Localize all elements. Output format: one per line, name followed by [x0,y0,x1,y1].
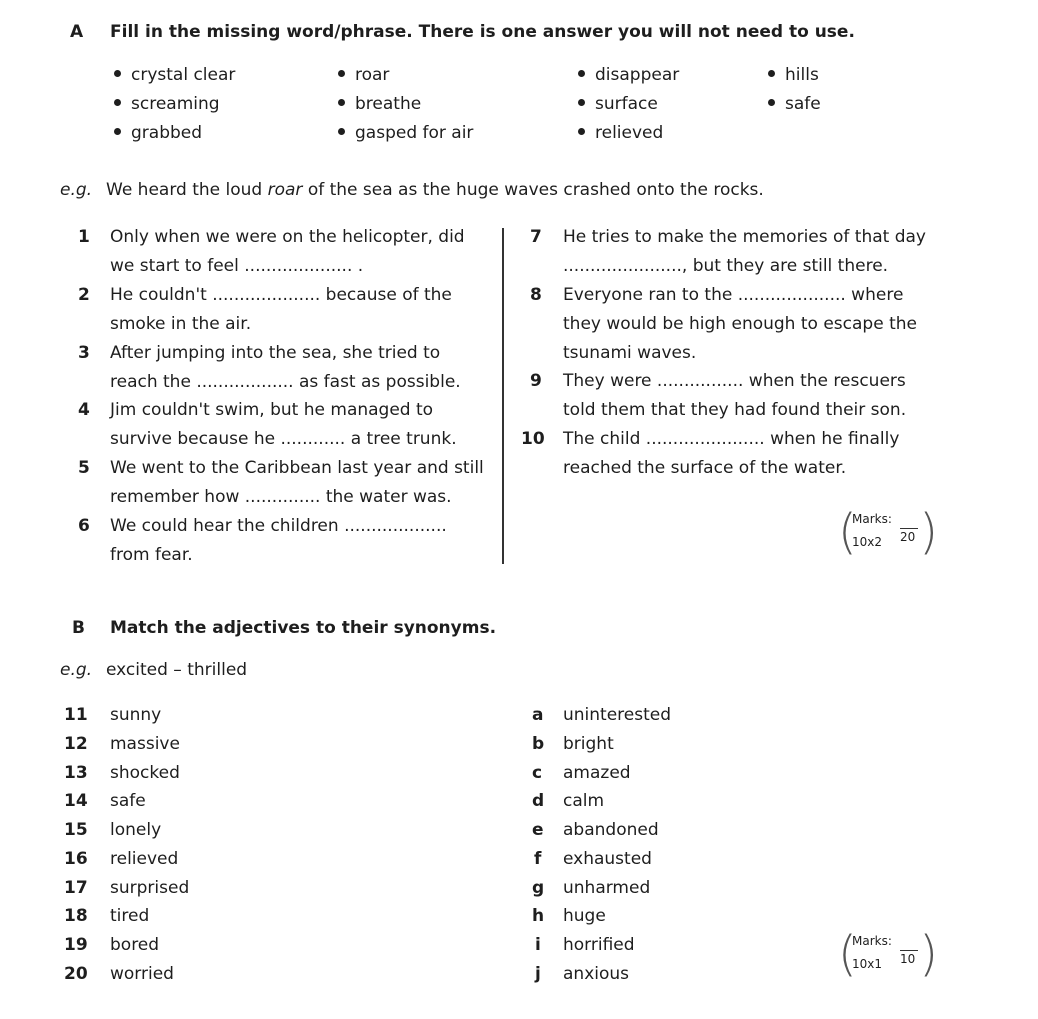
question-number: 4 [78,400,90,420]
marks-fraction-line [900,528,918,529]
synonym-letter: c [532,763,543,783]
synonym-letter: e [532,820,544,840]
adjective-word: worried [110,964,174,984]
synonym-word: bright [563,734,614,754]
paren-right: ) [919,504,938,560]
adjective-word: surprised [110,878,190,898]
synonym-letter: a [532,705,544,725]
adjective-word: relieved [110,849,179,869]
bullet-icon [338,99,345,106]
question-number: 3 [78,343,90,363]
adjective-word: tired [110,906,150,926]
word-bank-item: screaming [114,94,220,114]
section-a-letter: A [70,22,84,42]
question-number: 2 [78,285,90,305]
adjective-word: lonely [110,820,162,840]
adjective-word: sunny [110,705,162,725]
word-bank-item: disappear [578,65,679,85]
question-text: tsunami waves. [563,343,697,363]
bullet-icon [578,70,585,77]
synonym-word: huge [563,906,606,926]
question-number: 10 [521,429,545,449]
synonym-word: amazed [563,763,631,783]
question-text: We went to the Caribbean last year and still [110,458,484,478]
section-a-instruction: Fill in the missing word/phrase. There is one answer you will not need to use. [110,22,855,42]
adjective-number: 13 [64,763,88,783]
word-bank-item: surface [578,94,658,114]
word-bank-item: grabbed [114,123,202,143]
question-text: We could hear the children ................... [110,516,447,536]
marks-label: Marks: [852,512,892,526]
question-text: smoke in the air. [110,314,252,334]
adjective-word: shocked [110,763,180,783]
adjective-number: 11 [64,705,88,725]
question-text: Jim couldn't swim, but he managed to [110,400,434,420]
adjective-number: 18 [64,906,88,926]
marks-total: 20 [900,530,916,544]
question-text: Everyone ran to the .................... where [563,285,904,305]
section-b-instruction: Match the adjectives to their synonyms. [110,618,497,638]
question-number: 1 [78,227,90,247]
adjective-word: massive [110,734,180,754]
marks-multiplier: 10x2 [852,535,883,549]
synonym-word: calm [563,791,605,811]
word-bank-item: safe [768,94,821,114]
adjective-number: 17 [64,878,88,898]
adjective-number: 20 [64,964,88,984]
synonym-letter: d [532,791,545,811]
bullet-icon [768,70,775,77]
question-text: survive because he ............ a tree trunk. [110,429,457,449]
synonym-letter: i [535,935,541,955]
example-a: e.g. We heard the loud roar of the sea as the huge waves crashed onto the rocks. [60,180,764,200]
adjective-number: 16 [64,849,88,869]
bullet-icon [114,128,121,135]
question-number: 9 [530,371,542,391]
question-text: He couldn't .................... because of the [110,285,452,305]
word-bank-item: crystal clear [114,65,235,85]
marks-total: 10 [900,952,916,966]
question-text: reached the surface of the water. [563,458,847,478]
marks-multiplier: 10x1 [852,957,883,971]
synonym-letter: b [532,734,545,754]
marks-label: Marks: [852,934,892,948]
bullet-icon [578,128,585,135]
word-bank-item: breathe [338,94,421,114]
marks-box-b [838,926,938,982]
word-bank-item: gasped for air [338,123,473,143]
question-text: ......................, but they are still there. [563,256,889,276]
question-text: After jumping into the sea, she tried to [110,343,441,363]
question-number: 7 [530,227,542,247]
question-text: Only when we were on the helicopter, did [110,227,465,247]
question-number: 6 [78,516,90,536]
adjective-word: safe [110,791,146,811]
section-b-letter: B [72,618,85,638]
synonym-word: uninterested [563,705,672,725]
synonym-word: horrified [563,935,635,955]
synonym-letter: h [532,906,545,926]
question-number: 8 [530,285,542,305]
adjective-number: 12 [64,734,88,754]
word-bank-item: roar [338,65,389,85]
synonym-letter: f [534,849,542,869]
word-bank-item: hills [768,65,819,85]
example-b: e.g. excited – thrilled [60,660,248,680]
paren-left: ( [838,926,857,982]
question-text: from fear. [110,545,193,565]
adjective-number: 14 [64,791,88,811]
adjective-number: 15 [64,820,88,840]
bullet-icon [338,70,345,77]
synonym-letter: g [532,878,545,898]
paren-left: ( [838,504,857,560]
synonym-word: exhausted [563,849,652,869]
bullet-icon [768,99,775,106]
column-divider [502,228,504,564]
bullet-icon [338,128,345,135]
synonym-word: unharmed [563,878,651,898]
question-text: we start to feel .................... . [110,256,364,276]
question-text: reach the .................. as fast as possible. [110,372,461,392]
question-text: told them that they had found their son. [563,400,907,420]
synonym-word: abandoned [563,820,659,840]
marks-box-a [838,504,938,560]
question-text: remember how .............. the water was. [110,487,452,507]
adjective-word: bored [110,935,160,955]
question-text: The child ...................... when he finally [563,429,900,449]
question-number: 5 [78,458,90,478]
question-text: they would be high enough to escape the [563,314,917,334]
question-text: He tries to make the memories of that day [563,227,926,247]
adjective-number: 19 [64,935,88,955]
bullet-icon [114,99,121,106]
question-text: They were ................ when the rescuers [563,371,906,391]
paren-right: ) [919,926,938,982]
bullet-icon [114,70,121,77]
synonym-word: anxious [563,964,630,984]
bullet-icon [578,99,585,106]
word-bank-item: relieved [578,123,663,143]
synonym-letter: j [535,964,541,984]
marks-fraction-line [900,950,918,951]
